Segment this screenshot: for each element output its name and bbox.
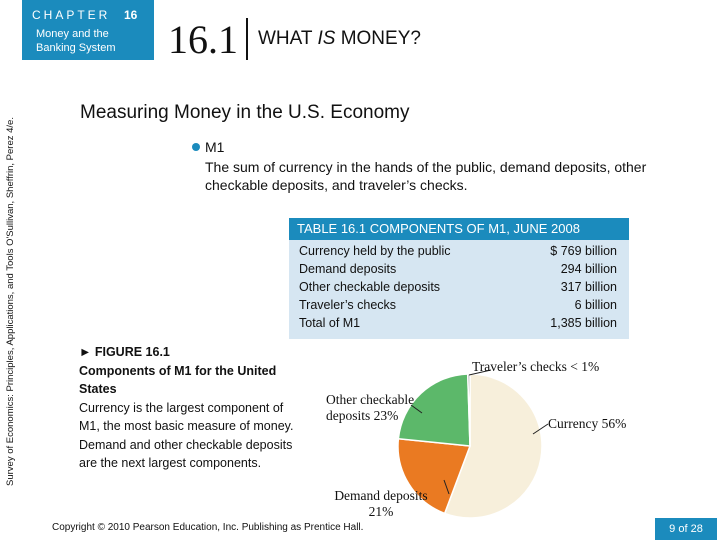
pie-label-demand: Demand deposits 21% <box>334 488 428 519</box>
m1-definition: The sum of currency in the hands of the public, demand deposits, other checkable deposits, and traveler’s checks. <box>205 159 647 193</box>
row-label: Currency held by the public <box>299 244 451 258</box>
figure-caption <box>79 343 299 473</box>
table-row <box>289 278 629 296</box>
chapter-badge <box>22 0 154 60</box>
table-row <box>289 314 629 332</box>
page-indicator: 9 of 28 <box>655 518 717 540</box>
m1-pie-chart <box>320 352 650 522</box>
copyright-footer: Copyright © 2010 Pearson Education, Inc. Publishing as Prentice Hall. <box>52 522 364 533</box>
row-label: Other checkable deposits <box>299 280 441 294</box>
row-value: 6 billion <box>574 298 617 312</box>
chapter-number: 16 <box>124 8 138 22</box>
table-title: TABLE 16.1 COMPONENTS OF M1, JUNE 2008 <box>289 218 629 240</box>
chapter-subtitle: Money and the Banking System <box>36 28 116 54</box>
table-row <box>289 296 629 314</box>
figure-heading: ► FIGURE 16.1 <box>79 345 170 359</box>
m1-components-table <box>289 218 629 339</box>
table-row <box>289 242 629 260</box>
chapter-label: CHAPTER <box>32 8 111 22</box>
m1-label: M1 <box>205 139 225 155</box>
section-title: WHAT IS MONEY? <box>258 28 421 49</box>
row-label: Total of M1 <box>299 316 361 330</box>
table-row <box>289 260 629 278</box>
book-citation-sidebar: Survey of Economics: Principles, Applications, and Tools O'Sullivan, Sheffrin, Perez 4/e. <box>5 117 16 486</box>
figure-title: Components of M1 for the United States <box>79 363 277 396</box>
section-title-emphasis: IS <box>317 28 336 49</box>
row-label: Traveler’s checks <box>299 298 397 312</box>
row-value: $ 769 billion <box>550 244 617 258</box>
pie-label-travelers: Traveler’s checks < 1% <box>472 359 600 374</box>
section-divider <box>246 18 248 60</box>
row-value: 294 billion <box>560 262 617 276</box>
bullet-icon <box>192 143 200 151</box>
figure-description: Currency is the largest component of M1, the most basic measure of money. Demand and other checkable deposits are the next largest components. <box>79 400 294 470</box>
pie-label-other-deposits: Other checkable deposits 23% <box>326 392 415 423</box>
slide-heading: Measuring Money in the U.S. Economy <box>80 102 410 123</box>
row-value: 317 billion <box>560 280 617 294</box>
row-label: Demand deposits <box>299 262 397 276</box>
row-value: 1,385 billion <box>550 316 617 330</box>
pie-label-currency: Currency 56% <box>548 416 627 431</box>
section-number: 16.1 <box>168 17 238 62</box>
